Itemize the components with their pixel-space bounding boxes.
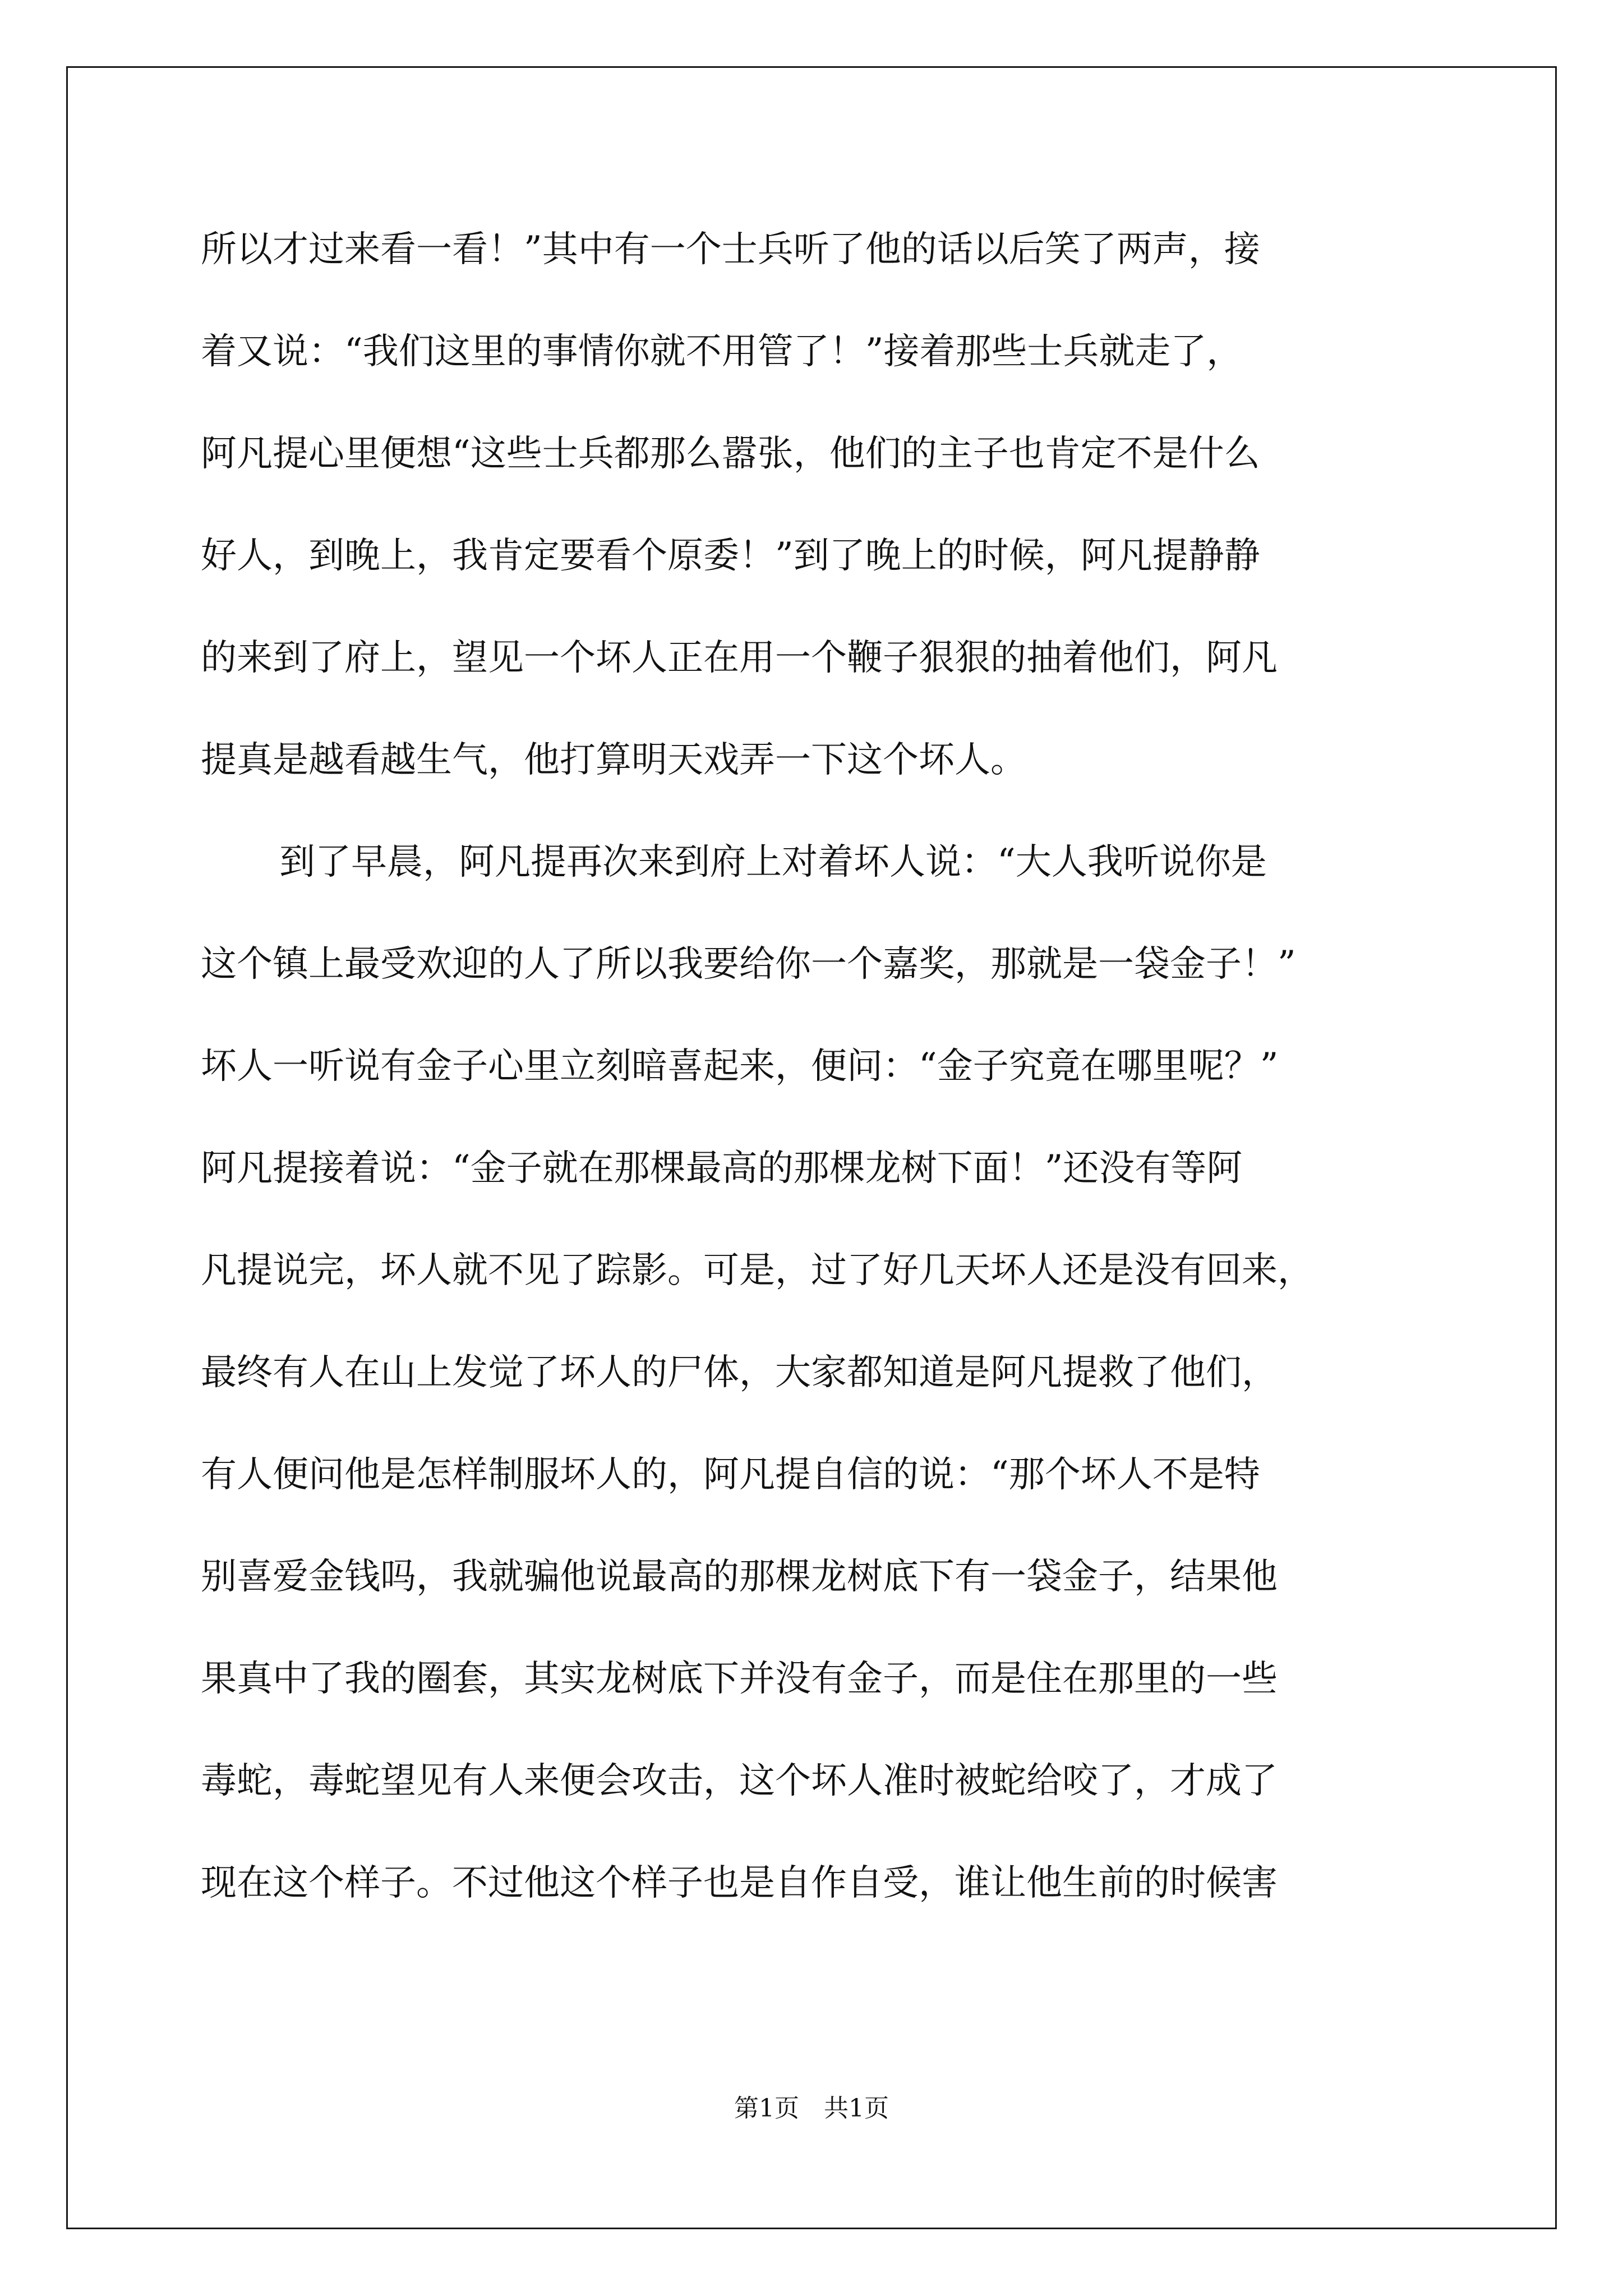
text-line-17: 现在这个样子。不过他这个样子也是自作自受，谁让他生前的时候害 — [201, 1862, 1278, 1904]
text-line-14: 别喜爱金钱吗，我就骗他说最高的那棵龙树底下有一袋金子，结果他 — [201, 1556, 1278, 1598]
text-line-12: 最终有人在山上发觉了坏人的尸体，大家都知道是阿凡提救了他们， — [201, 1352, 1278, 1393]
text-line-11: 凡提说完，坏人就不见了踪影。可是，过了好几天坏人还是没有回来， — [201, 1250, 1313, 1291]
text-line-13: 有人便问他是怎样制服坏人的，阿凡提自信的说：“那个坏人不是特 — [201, 1454, 1260, 1496]
text-line-8: 这个镇上最受欢迎的人了所以我要给你一个嘉奖，那就是一袋金子！” — [201, 944, 1296, 985]
text-line-10: 阿凡提接着说：“金子就在那棵最高的那棵龙树下面！”还没有等阿 — [201, 1148, 1243, 1189]
text-line-7: 到了早晨，阿凡提再次来到府上对着坏人说：“大人我听说你是 — [279, 841, 1267, 883]
page-footer: 第1页 共1页 — [734, 2094, 889, 2123]
text-line-2: 着又说：“我们这里的事情你就不用管了！”接着那些士兵就走了， — [201, 331, 1243, 372]
text-line-6: 提真是越看越生气，他打算明天戏弄一下这个坏人。 — [201, 739, 1026, 781]
text-line-15: 果真中了我的圈套，其实龙树底下并没有金子，而是住在那里的一些 — [201, 1658, 1278, 1700]
text-line-4: 好人，到晚上，我肯定要看个原委！”到了晚上的时候，阿凡提静静 — [201, 535, 1260, 577]
text-line-5: 的来到了府上，望见一个坏人正在用一个鞭子狠狠的抽着他们，阿凡 — [201, 637, 1278, 679]
text-line-9: 坏人一听说有金子心里立刻暗喜起来，便问：“金子究竟在哪里呢？” — [201, 1046, 1279, 1087]
text-line-16: 毒蛇，毒蛇望见有人来便会攻击，这个坏人准时被蛇给咬了，才成了 — [201, 1760, 1278, 1802]
text-line-3: 阿凡提心里便想“这些士兵都那么嚣张，他们的主子也肯定不是什么 — [201, 433, 1260, 475]
text-line-1: 所以才过来看一看！”其中有一个士兵听了他的话以后笑了两声，接 — [201, 229, 1260, 270]
